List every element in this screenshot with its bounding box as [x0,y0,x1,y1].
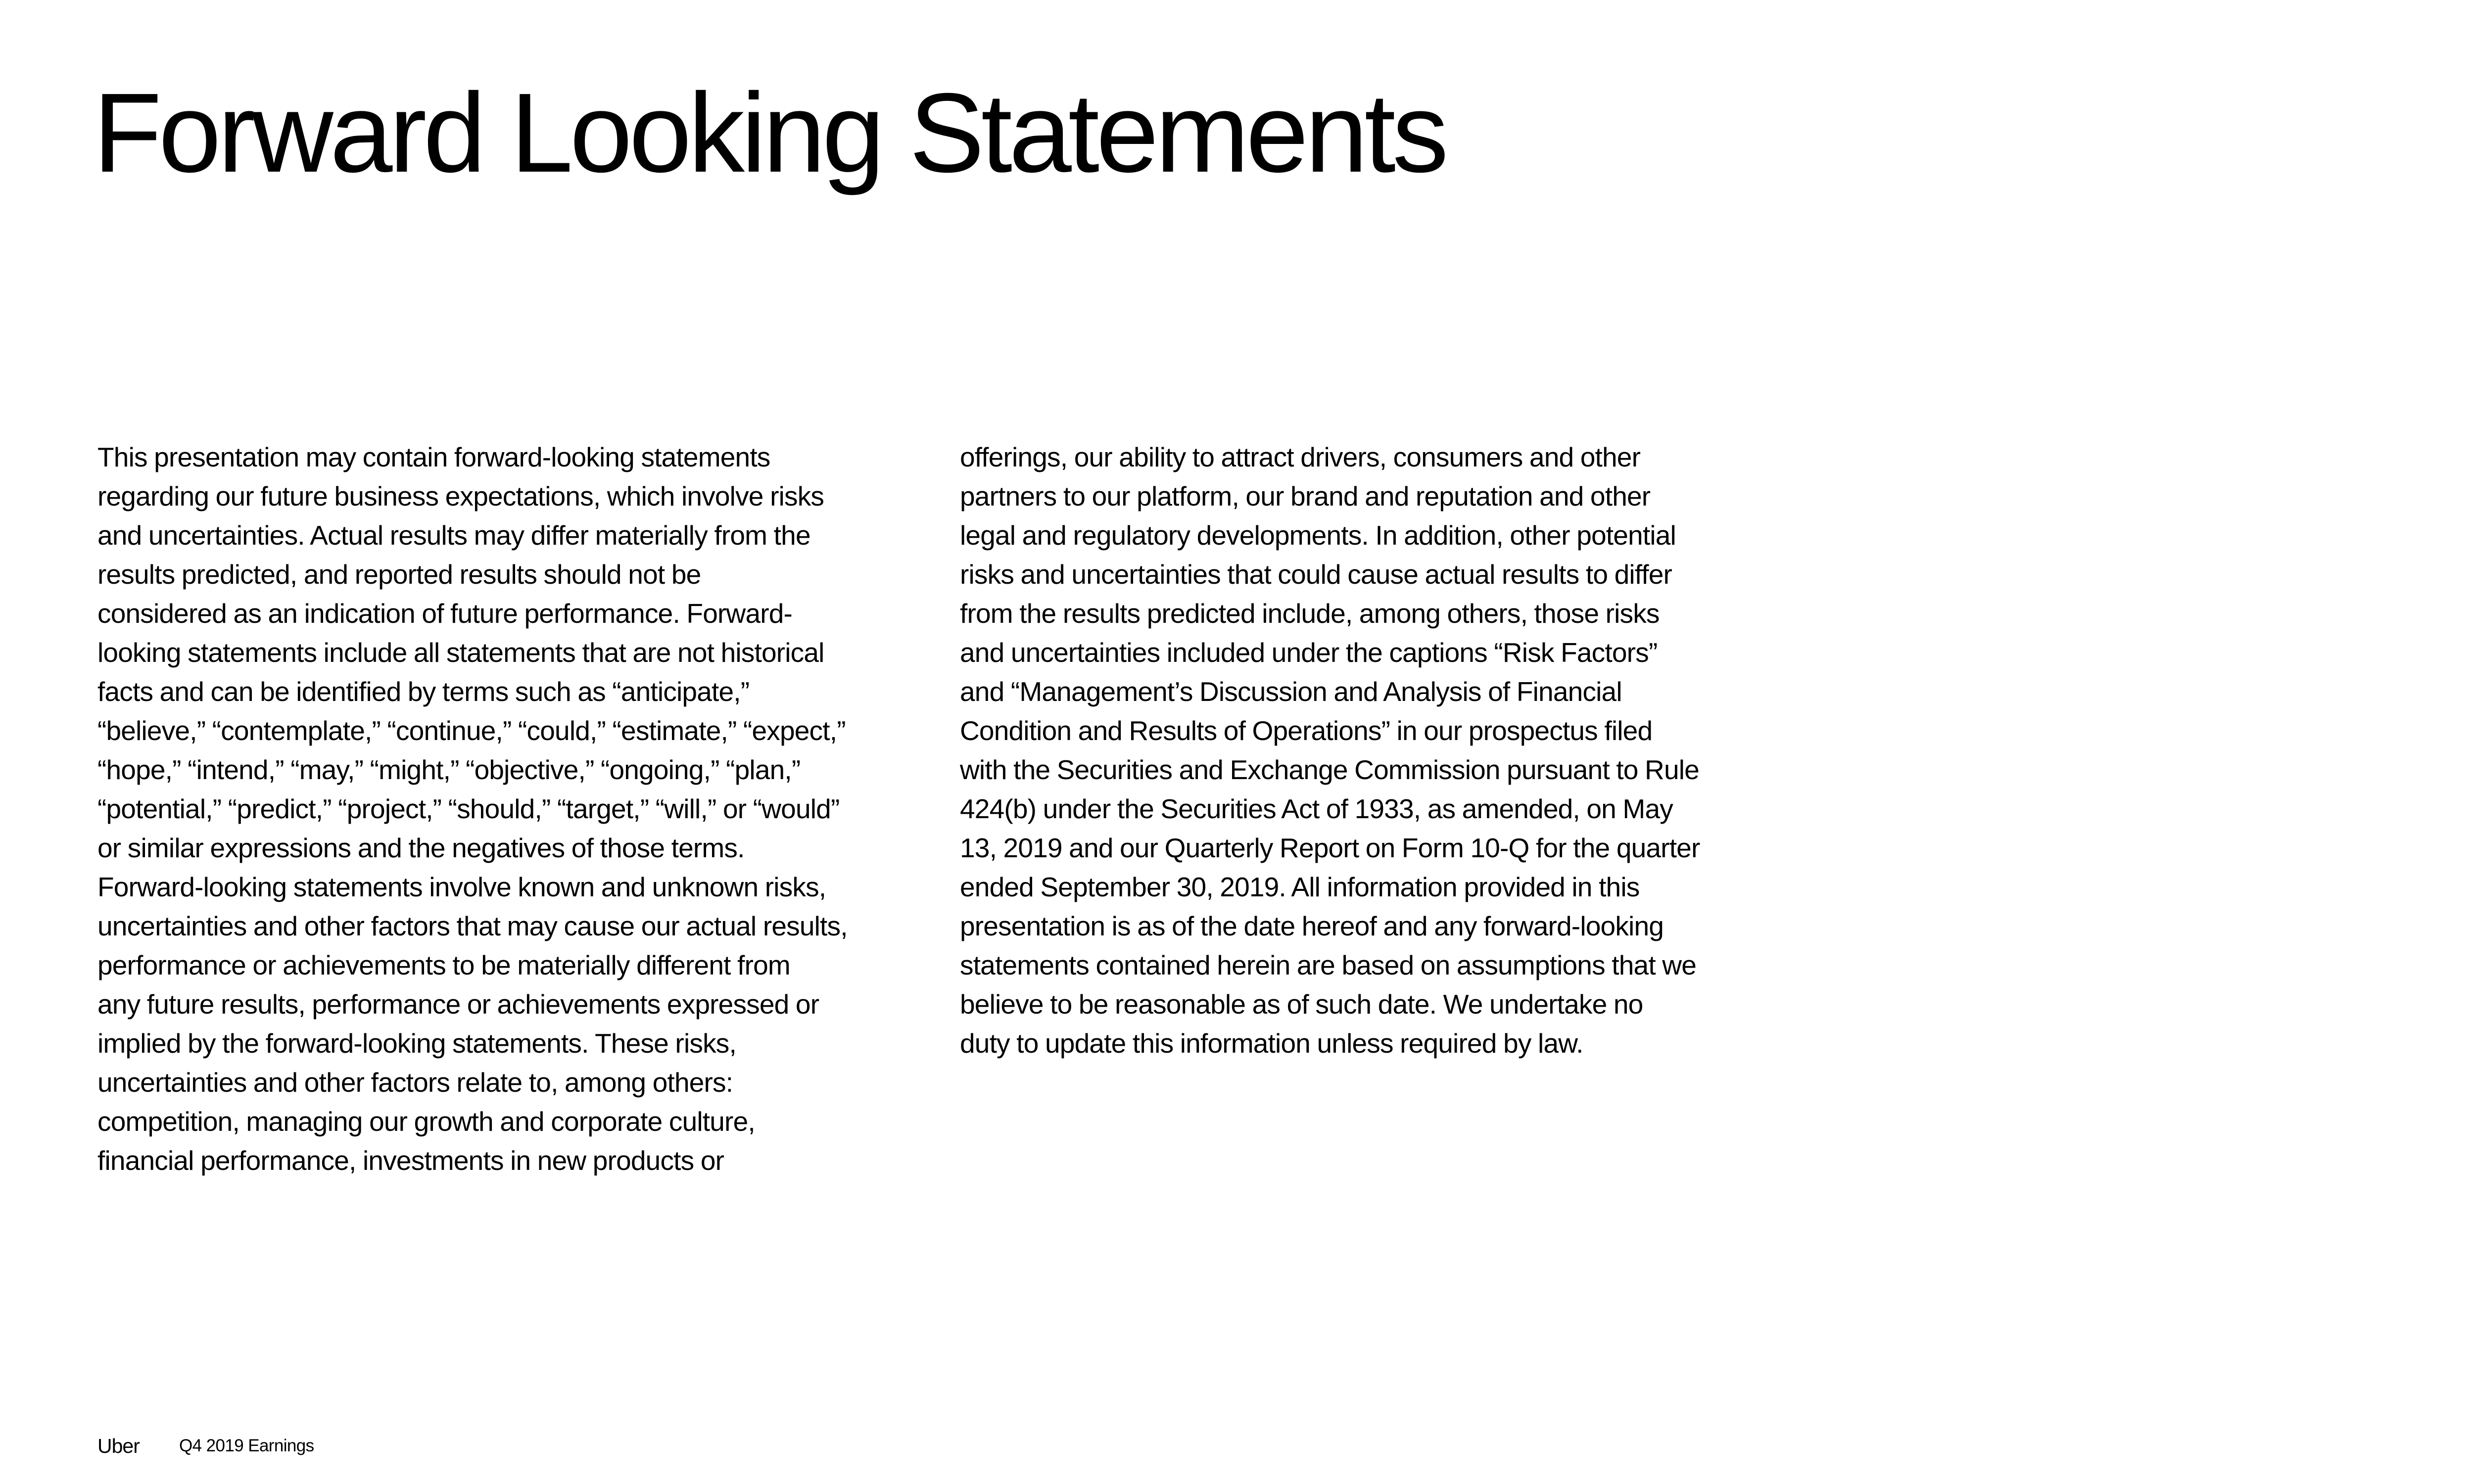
footer-brand-logo: Uber [97,1435,140,1457]
footer-presentation-title: Q4 2019 Earnings [179,1436,314,1455]
body-text-left-column: This presentation may contain forward-looking statements regarding our future business expectations, which involve risks and uncertainties. Actual results may differ materially from the results predicted, and reported results should not be considered as an indication of future performance. Forward- looking statements include all statements that are not historical facts and can be identified by terms such as “anticipate,” “believe,” “contemplate,” “continue,” “could,” “estimate,” “expect,” “hope,” “intend,” “may,” “might,” “objective,” “ongoing,” “plan,” “potential,” “predict,” “project,” “should,” “target,” “will,” or “would” or similar expressions and the negatives of those terms. Forward-looking statements involve known and unknown risks, uncertainties and other factors that may cause our actual results, performance or achievements to be materially different from any future results, performance or achievements expressed or implied by the forward-looking statements. These risks, uncertainties and other factors relate to, among others: competition, managing our growth and corporate culture, financial performance, investments in new products or [97,442,848,1176]
body-text-right-column: offerings, our ability to attract drivers, consumers and other partners to our platform, our brand and reputation and other legal and regulatory developments. In addition, other potential risks and uncertainties that could cause actual results to differ from the results predicted include, among others, those risks and uncertainties included under the captions “Risk Factors” and “Management’s Discussion and Analysis of Financial Condition and Results of Operations” in our prospectus filed with the Securities and Exchange Commission pursuant to Rule 424(b) under the Securities Act of 1933, as amended, on May 13, 2019 and our Quarterly Report on Form 10-Q for the quarter ended September 30, 2019. All information provided in this presentation is as of the date hereof and any forward-looking statements contained herein are based on assumptions that we believe to be reasonable as of such date. We undertake no duty to update this information unless required by law. [960,442,1700,1059]
slide-title: Forward Looking Statements [93,70,1445,196]
